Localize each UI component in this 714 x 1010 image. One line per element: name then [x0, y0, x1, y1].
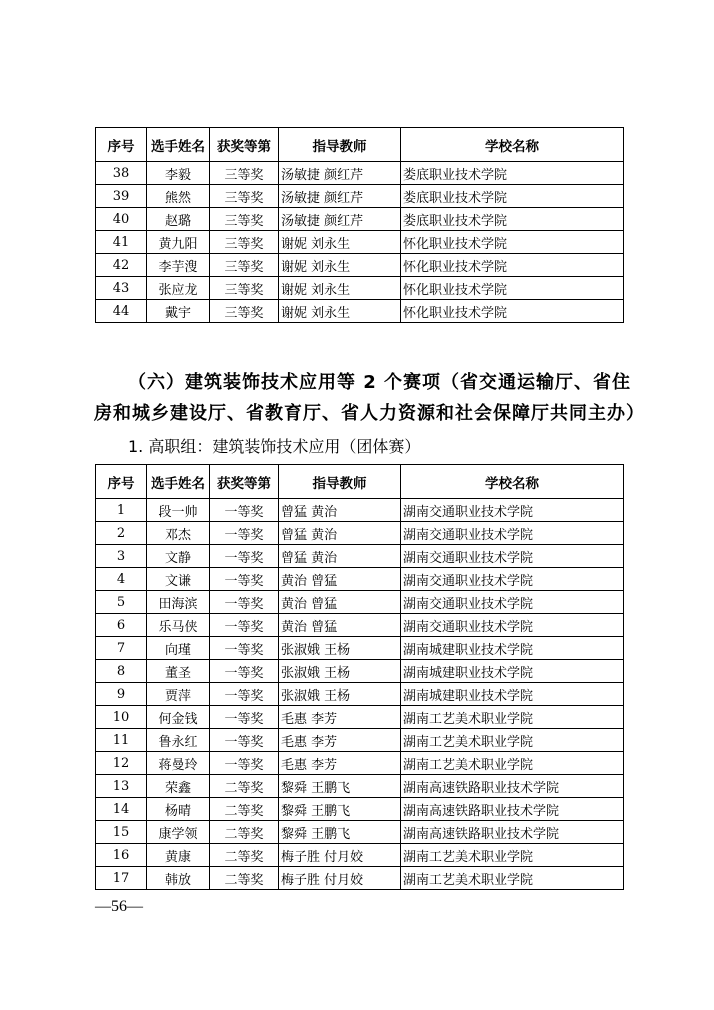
cell-school: 湖南交通职业技术学院 [401, 545, 624, 568]
cell-contestant: 荣鑫 [147, 775, 210, 798]
section-subtitle: 1. 高职组：建筑装饰技术应用（团体赛） [128, 437, 421, 456]
cell-school: 湖南交通职业技术学院 [401, 522, 624, 545]
cell-instructor: 谢妮 刘永生 [279, 300, 401, 323]
cell-number: 38 [96, 162, 147, 185]
table-body [96, 499, 624, 890]
cell-instructor: 曾猛 黄治 [279, 522, 401, 545]
cell-school: 湖南工艺美术职业学院 [401, 844, 624, 867]
cell-school: 湖南交通职业技术学院 [401, 499, 624, 522]
cell-contestant: 黄九阳 [147, 231, 210, 254]
table-row [96, 821, 624, 844]
cell-award: 二等奖 [210, 844, 279, 867]
cell-award: 二等奖 [210, 867, 279, 890]
table-row [96, 300, 624, 323]
cell-award: 三等奖 [210, 185, 279, 208]
cell-award: 一等奖 [210, 614, 279, 637]
cell-number: 42 [96, 254, 147, 277]
cell-instructor: 黄治 曾猛 [279, 614, 401, 637]
cell-instructor: 汤敏捷 颜红芹 [279, 185, 401, 208]
cell-school: 湖南城建职业技术学院 [401, 660, 624, 683]
table-body [96, 162, 624, 323]
cell-instructor: 毛惠 李芳 [279, 729, 401, 752]
cell-school: 湖南交通职业技术学院 [401, 591, 624, 614]
cell-award: 三等奖 [210, 231, 279, 254]
cell-school: 湖南交通职业技术学院 [401, 568, 624, 591]
cell-award: 一等奖 [210, 568, 279, 591]
cell-contestant: 董圣 [147, 660, 210, 683]
cell-number: 17 [96, 867, 147, 890]
cell-contestant: 向瑾 [147, 637, 210, 660]
cell-school: 湖南高速铁路职业技术学院 [401, 775, 624, 798]
cell-contestant: 赵璐 [147, 208, 210, 231]
cell-school: 湖南工艺美术职业学院 [401, 706, 624, 729]
cell-contestant: 韩放 [147, 867, 210, 890]
table-row [96, 522, 624, 545]
cell-number: 11 [96, 729, 147, 752]
cell-instructor: 黎舜 王鹏飞 [279, 798, 401, 821]
cell-contestant: 康学领 [147, 821, 210, 844]
cell-award: 三等奖 [210, 162, 279, 185]
cell-award: 二等奖 [210, 821, 279, 844]
cell-contestant: 文静 [147, 545, 210, 568]
cell-school: 娄底职业技术学院 [401, 185, 624, 208]
table-row [96, 637, 624, 660]
cell-award: 一等奖 [210, 545, 279, 568]
cell-contestant: 蒋曼玲 [147, 752, 210, 775]
cell-contestant: 李芋溲 [147, 254, 210, 277]
cell-award: 一等奖 [210, 683, 279, 706]
cell-school: 湖南高速铁路职业技术学院 [401, 821, 624, 844]
table-row [96, 752, 624, 775]
cell-instructor: 梅子胜 付月姣 [279, 844, 401, 867]
award-table-continued [95, 127, 624, 323]
cell-contestant: 文谦 [147, 568, 210, 591]
cell-award: 一等奖 [210, 591, 279, 614]
cell-contestant: 熊然 [147, 185, 210, 208]
table-row [96, 591, 624, 614]
cell-school: 湖南工艺美术职业学院 [401, 729, 624, 752]
cell-number: 10 [96, 706, 147, 729]
table-row [96, 277, 624, 300]
table-row [96, 162, 624, 185]
cell-instructor: 梅子胜 付月姣 [279, 867, 401, 890]
table-row [96, 614, 624, 637]
award-table-decoration [95, 464, 624, 890]
cell-number: 8 [96, 660, 147, 683]
section-title-line1: （六）建筑装饰技术应用等 2 个赛项（省交通运输厅、省住 [128, 372, 632, 393]
table-row [96, 660, 624, 683]
table-row [96, 568, 624, 591]
cell-school: 湖南城建职业技术学院 [401, 637, 624, 660]
cell-school: 湖南高速铁路职业技术学院 [401, 798, 624, 821]
cell-school: 湖南工艺美术职业学院 [401, 752, 624, 775]
cell-instructor: 毛惠 李芳 [279, 752, 401, 775]
cell-contestant: 黄康 [147, 844, 210, 867]
cell-number: 39 [96, 185, 147, 208]
cell-instructor: 黎舜 王鹏飞 [279, 775, 401, 798]
cell-instructor: 黄治 曾猛 [279, 568, 401, 591]
cell-contestant: 何金钱 [147, 706, 210, 729]
header-instructor: 指导教师 [279, 128, 401, 162]
table-row [96, 775, 624, 798]
cell-contestant: 乐马侠 [147, 614, 210, 637]
table-row [96, 254, 624, 277]
cell-number: 15 [96, 821, 147, 844]
cell-award: 三等奖 [210, 208, 279, 231]
cell-instructor: 曾猛 黄治 [279, 545, 401, 568]
cell-school: 湖南交通职业技术学院 [401, 614, 624, 637]
cell-contestant: 戴宇 [147, 300, 210, 323]
cell-award: 一等奖 [210, 660, 279, 683]
cell-instructor: 曾猛 黄治 [279, 499, 401, 522]
header-instructor: 指导教师 [279, 465, 401, 499]
table-row [96, 798, 624, 821]
cell-school: 怀化职业技术学院 [401, 231, 624, 254]
table-row [96, 729, 624, 752]
cell-number: 1 [96, 499, 147, 522]
cell-number: 12 [96, 752, 147, 775]
cell-award: 一等奖 [210, 522, 279, 545]
header-contestant: 选手姓名 [147, 128, 210, 162]
cell-contestant: 段一帅 [147, 499, 210, 522]
cell-number: 2 [96, 522, 147, 545]
section-title-line2: 房和城乡建设厅、省教育厅、省人力资源和社会保障厅共同主办） [94, 403, 645, 424]
cell-contestant: 邓杰 [147, 522, 210, 545]
cell-instructor: 毛惠 李芳 [279, 706, 401, 729]
table-row [96, 867, 624, 890]
cell-contestant: 鲁永红 [147, 729, 210, 752]
cell-instructor: 黎舜 王鹏飞 [279, 821, 401, 844]
table-header-row [96, 465, 624, 499]
cell-award: 一等奖 [210, 499, 279, 522]
page-number: —56— [95, 898, 143, 915]
cell-school: 湖南工艺美术职业学院 [401, 867, 624, 890]
cell-number: 43 [96, 277, 147, 300]
cell-instructor: 张淑娥 王杨 [279, 683, 401, 706]
cell-award: 二等奖 [210, 775, 279, 798]
cell-instructor: 黄治 曾猛 [279, 591, 401, 614]
cell-number: 16 [96, 844, 147, 867]
cell-school: 娄底职业技术学院 [401, 162, 624, 185]
cell-instructor: 汤敏捷 颜红芹 [279, 208, 401, 231]
cell-contestant: 贾萍 [147, 683, 210, 706]
cell-award: 一等奖 [210, 637, 279, 660]
cell-school: 怀化职业技术学院 [401, 300, 624, 323]
cell-award: 一等奖 [210, 729, 279, 752]
cell-instructor: 谢妮 刘永生 [279, 277, 401, 300]
table-row [96, 683, 624, 706]
cell-award: 二等奖 [210, 798, 279, 821]
table-row [96, 208, 624, 231]
cell-number: 9 [96, 683, 147, 706]
cell-award: 一等奖 [210, 752, 279, 775]
cell-number: 44 [96, 300, 147, 323]
header-school: 学校名称 [401, 128, 624, 162]
cell-award: 三等奖 [210, 277, 279, 300]
cell-instructor: 谢妮 刘永生 [279, 231, 401, 254]
header-contestant: 选手姓名 [147, 465, 210, 499]
cell-number: 13 [96, 775, 147, 798]
cell-award: 一等奖 [210, 706, 279, 729]
table-row [96, 545, 624, 568]
cell-award: 三等奖 [210, 300, 279, 323]
cell-school: 怀化职业技术学院 [401, 277, 624, 300]
header-number: 序号 [96, 465, 147, 499]
cell-school: 湖南城建职业技术学院 [401, 683, 624, 706]
table-header-row [96, 128, 624, 162]
cell-number: 40 [96, 208, 147, 231]
cell-number: 5 [96, 591, 147, 614]
cell-number: 3 [96, 545, 147, 568]
table-row [96, 185, 624, 208]
cell-school: 怀化职业技术学院 [401, 254, 624, 277]
cell-number: 14 [96, 798, 147, 821]
header-award: 获奖等第 [210, 128, 279, 162]
cell-contestant: 张应龙 [147, 277, 210, 300]
cell-instructor: 张淑娥 王杨 [279, 660, 401, 683]
cell-number: 7 [96, 637, 147, 660]
header-number: 序号 [96, 128, 147, 162]
cell-number: 4 [96, 568, 147, 591]
table-row [96, 844, 624, 867]
cell-contestant: 杨晴 [147, 798, 210, 821]
table-row [96, 231, 624, 254]
cell-contestant: 田海滨 [147, 591, 210, 614]
table-row [96, 706, 624, 729]
cell-school: 娄底职业技术学院 [401, 208, 624, 231]
cell-number: 41 [96, 231, 147, 254]
table-row [96, 499, 624, 522]
cell-instructor: 谢妮 刘永生 [279, 254, 401, 277]
cell-instructor: 汤敏捷 颜红芹 [279, 162, 401, 185]
header-school: 学校名称 [401, 465, 624, 499]
cell-award: 三等奖 [210, 254, 279, 277]
cell-number: 6 [96, 614, 147, 637]
cell-contestant: 李毅 [147, 162, 210, 185]
cell-instructor: 张淑娥 王杨 [279, 637, 401, 660]
header-award: 获奖等第 [210, 465, 279, 499]
